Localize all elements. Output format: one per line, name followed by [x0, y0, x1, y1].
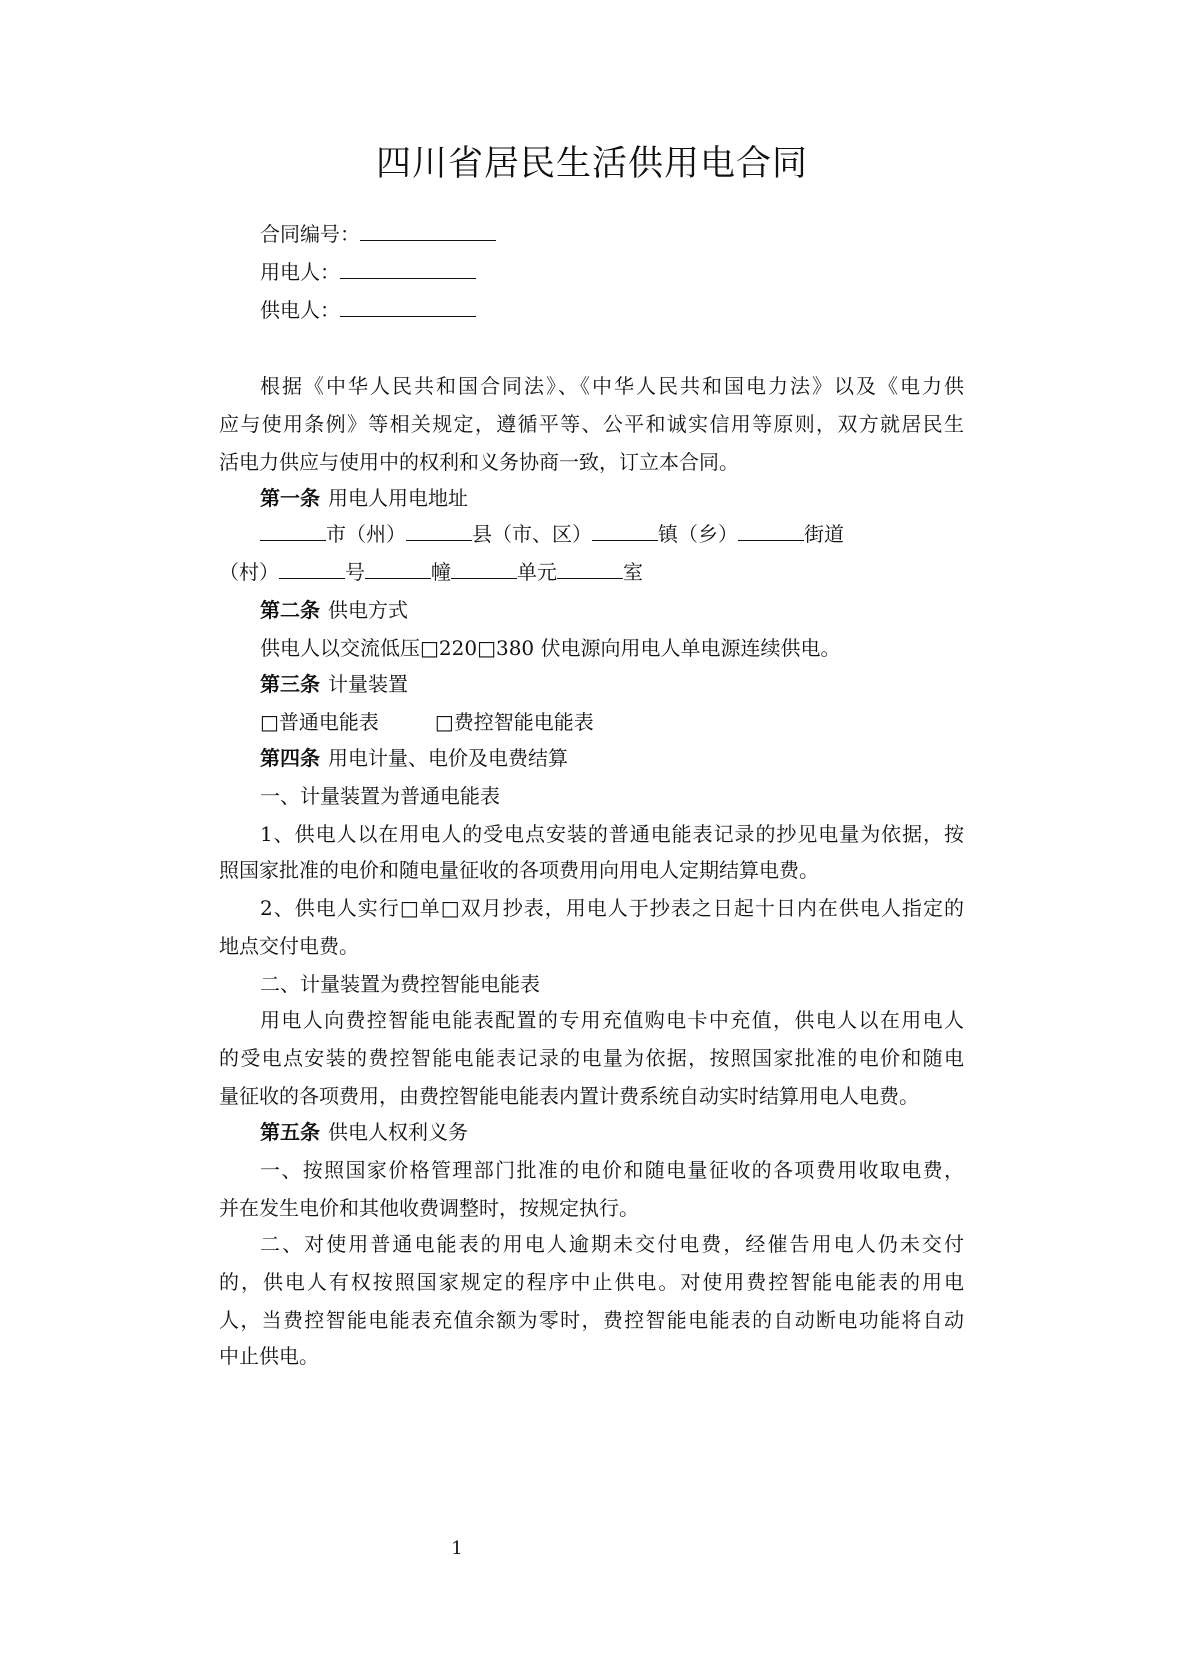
- meter-options: [260, 708, 964, 736]
- address-label-building: 幢: [431, 560, 451, 584]
- article-5-heading: [260, 1118, 964, 1146]
- meter-option-standard: □普通电能表: [260, 710, 379, 734]
- article-5-p1-line-2: 并在发生电价和其他收费调整时，按规定执行。: [219, 1196, 639, 1220]
- article-1-number: 第一条: [260, 486, 320, 510]
- address-blank: [592, 520, 658, 541]
- article-1-title: 用电人用电地址: [328, 486, 468, 510]
- article-5-title: 供电人权利义务: [328, 1120, 468, 1144]
- user-label: 用电人：: [260, 260, 340, 284]
- article-4-p3-line-1: 用电人向费控智能电能表配置的专用充值购电卡中充值，供电人以在用电人: [260, 1008, 964, 1032]
- address-label-village: （村）: [219, 560, 279, 584]
- address-blank: [365, 558, 431, 579]
- supplier-blank: [340, 296, 476, 317]
- address-blank: [451, 558, 517, 579]
- preamble-line-1: 根据《中华人民共和国合同法》、《中华人民共和国电力法》以及《电力供: [260, 374, 964, 398]
- article-2-text: 供电人以交流低压□220□380 伏电源向用电人单电源连续供电。: [260, 636, 841, 660]
- document-title: 四川省居民生活供用电合同: [375, 144, 808, 184]
- address-blank: [738, 520, 804, 541]
- article-5-p1-line-1: 一、按照国家价格管理部门批准的电价和随电量征收的各项费用收取电费，: [260, 1158, 964, 1182]
- article-3-heading: [260, 670, 964, 698]
- address-label-room: 室: [623, 560, 643, 584]
- article-3-number: 第三条: [260, 672, 320, 696]
- supplier-field: [260, 296, 964, 324]
- article-4-p1-line-2: 照国家批准的电价和随电量征收的各项费用向用电人定期结算电费。: [219, 858, 819, 882]
- article-4-section-1: 一、计量装置为普通电能表: [260, 784, 500, 808]
- article-4-p2-line-1: 2、供电人实行□单□双月抄表，用电人于抄表之日起十日内在供电人指定的: [260, 896, 964, 920]
- address-blank: [279, 558, 345, 579]
- user-field: [260, 258, 964, 286]
- preamble-line-2: 应与使用条例》等相关规定，遵循平等、公平和诚实信用等原则，双方就居民生: [219, 412, 964, 436]
- article-1-heading: [260, 484, 964, 512]
- article-2-number: 第二条: [260, 598, 320, 622]
- address-label-town: 镇（乡）: [658, 522, 738, 546]
- contract-number-blank: [360, 220, 496, 241]
- article-4-p3-line-2: 的受电点安装的费控智能电能表记录的电量为依据，按照国家批准的电价和随电: [219, 1046, 964, 1070]
- address-line-2: [219, 558, 964, 586]
- meter-option-smart: □费控智能电能表: [434, 710, 594, 734]
- address-label-county: 县（市、区）: [472, 522, 592, 546]
- article-4-section-2: 二、计量装置为费控智能电能表: [260, 972, 540, 996]
- address-label-street: 街道: [804, 522, 844, 546]
- address-blank: [557, 558, 623, 579]
- article-4-p1-line-1: 1、供电人以在用电人的受电点安装的普通电能表记录的抄见电量为依据，按: [260, 822, 964, 846]
- article-2-title: 供电方式: [328, 598, 408, 622]
- article-4-title: 用电计量、电价及电费结算: [328, 746, 568, 770]
- contract-number-field: [260, 220, 964, 248]
- supplier-label: 供电人：: [260, 298, 340, 322]
- article-4-p3-line-3: 量征收的各项费用，由费控智能电能表内置计费系统自动实时结算用电人电费。: [219, 1084, 919, 1108]
- page-number: 1: [451, 1538, 463, 1559]
- address-blank: [260, 520, 326, 541]
- article-5-p2-line-1: 二、对使用普通电能表的用电人逾期未交付电费，经催告用电人仍未交付: [260, 1232, 964, 1256]
- address-blank: [406, 520, 472, 541]
- article-5-p2-line-4: 中止供电。: [219, 1344, 319, 1368]
- article-4-p2-line-2: 地点交付电费。: [219, 934, 359, 958]
- article-4-number: 第四条: [260, 746, 320, 770]
- contract-number-label: 合同编号：: [260, 222, 360, 246]
- article-5-number: 第五条: [260, 1120, 320, 1144]
- article-4-heading: [260, 744, 964, 772]
- address-line-1: [260, 520, 964, 548]
- address-label-number: 号: [345, 560, 365, 584]
- article-5-p2-line-3: 人，当费控智能电能表充值余额为零时，费控智能电能表的自动断电功能将自动: [219, 1308, 964, 1332]
- preamble-line-3: 活电力供应与使用中的权利和义务协商一致，订立本合同。: [219, 450, 739, 474]
- address-label-city: 市（州）: [326, 522, 406, 546]
- article-2-heading: [260, 596, 964, 624]
- article-3-title: 计量装置: [328, 672, 408, 696]
- user-blank: [340, 258, 476, 279]
- article-5-p2-line-2: 的，供电人有权按照国家规定的程序中止供电。对使用费控智能电能表的用电: [219, 1270, 964, 1294]
- address-label-unit: 单元: [517, 560, 557, 584]
